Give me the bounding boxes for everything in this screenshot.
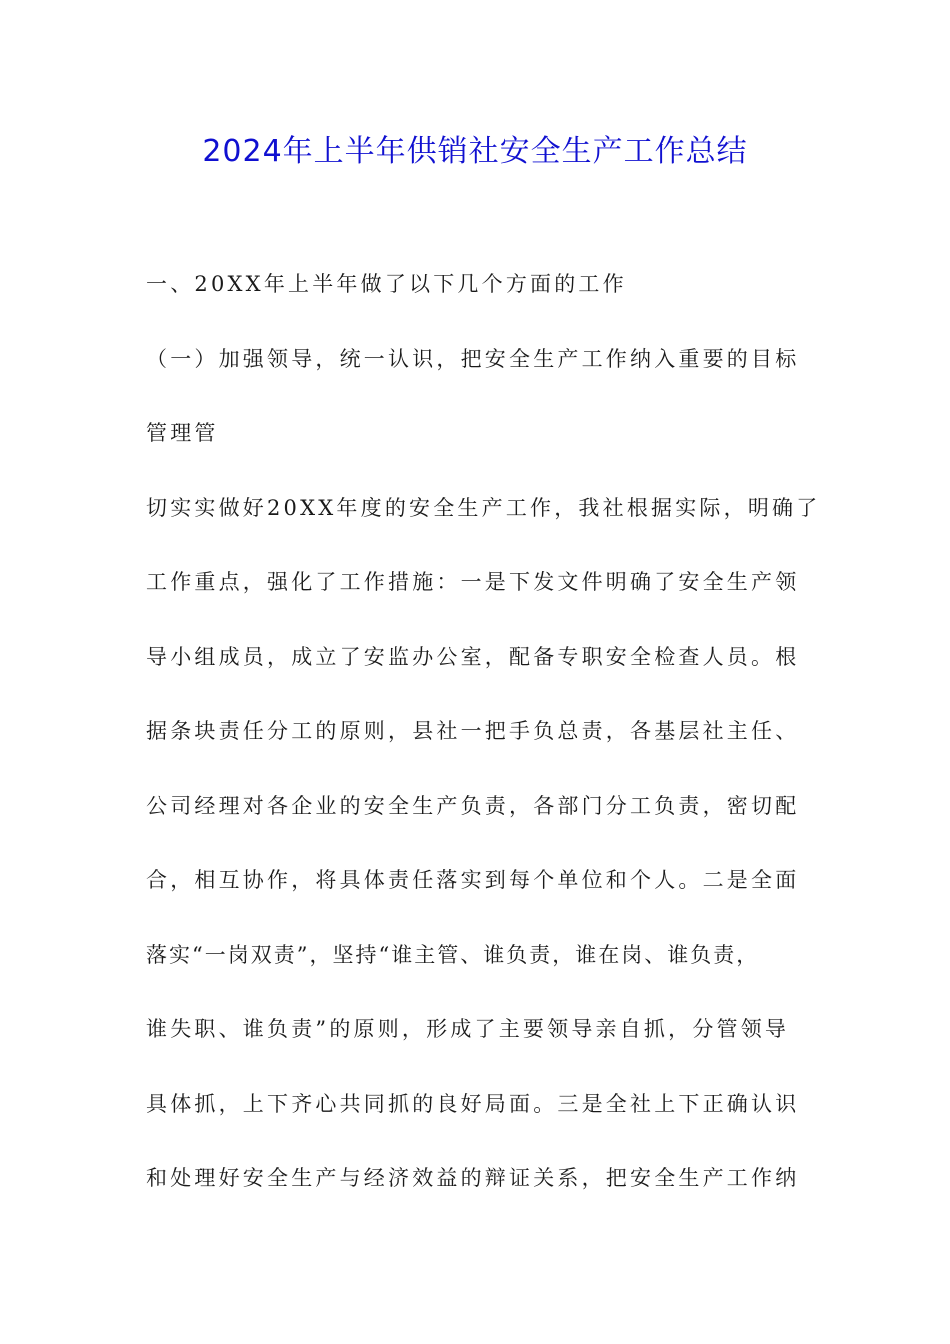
body-line: 落实“一岗双责”，坚持“谁主管、谁负责，谁在岗、谁负责， [146, 943, 760, 967]
document-title: 2024年上半年供销社安全生产工作总结 [202, 134, 748, 169]
body-line: 和处理好安全生产与经济效益的辩证关系，把安全生产工作纳 [146, 1166, 800, 1190]
body-line: 工作重点，强化了工作措施：一是下发文件明确了安全生产领 [146, 570, 800, 594]
body-line: 导小组成员，成立了安监办公室，配备专职安全检查人员。根 [146, 645, 800, 669]
subsection-heading-continued: 管理管 [146, 421, 219, 445]
body-line: 据条块责任分工的原则，县社一把手负总责，各基层社主任、 [146, 719, 800, 743]
body-line: 切实实做好20XX年度的安全生产工作，我社根据实际，明确了 [146, 496, 821, 520]
body-line: 具体抓，上下齐心共同抓的良好局面。三是全社上下正确认识 [146, 1092, 800, 1116]
subsection-heading: （一）加强领导，统一认识，把安全生产工作纳入重要的目标 [146, 347, 800, 371]
body-line: 公司经理对各企业的安全生产负责，各部门分工负责，密切配 [146, 794, 800, 818]
section-heading: 一、20XX年上半年做了以下几个方面的工作 [146, 272, 627, 296]
body-line: 谁失职、谁负责”的原则，形成了主要领导亲自抓，分管领导 [146, 1017, 790, 1041]
body-line: 合，相互协作，将具体责任落实到每个单位和个人。二是全面 [146, 868, 800, 892]
